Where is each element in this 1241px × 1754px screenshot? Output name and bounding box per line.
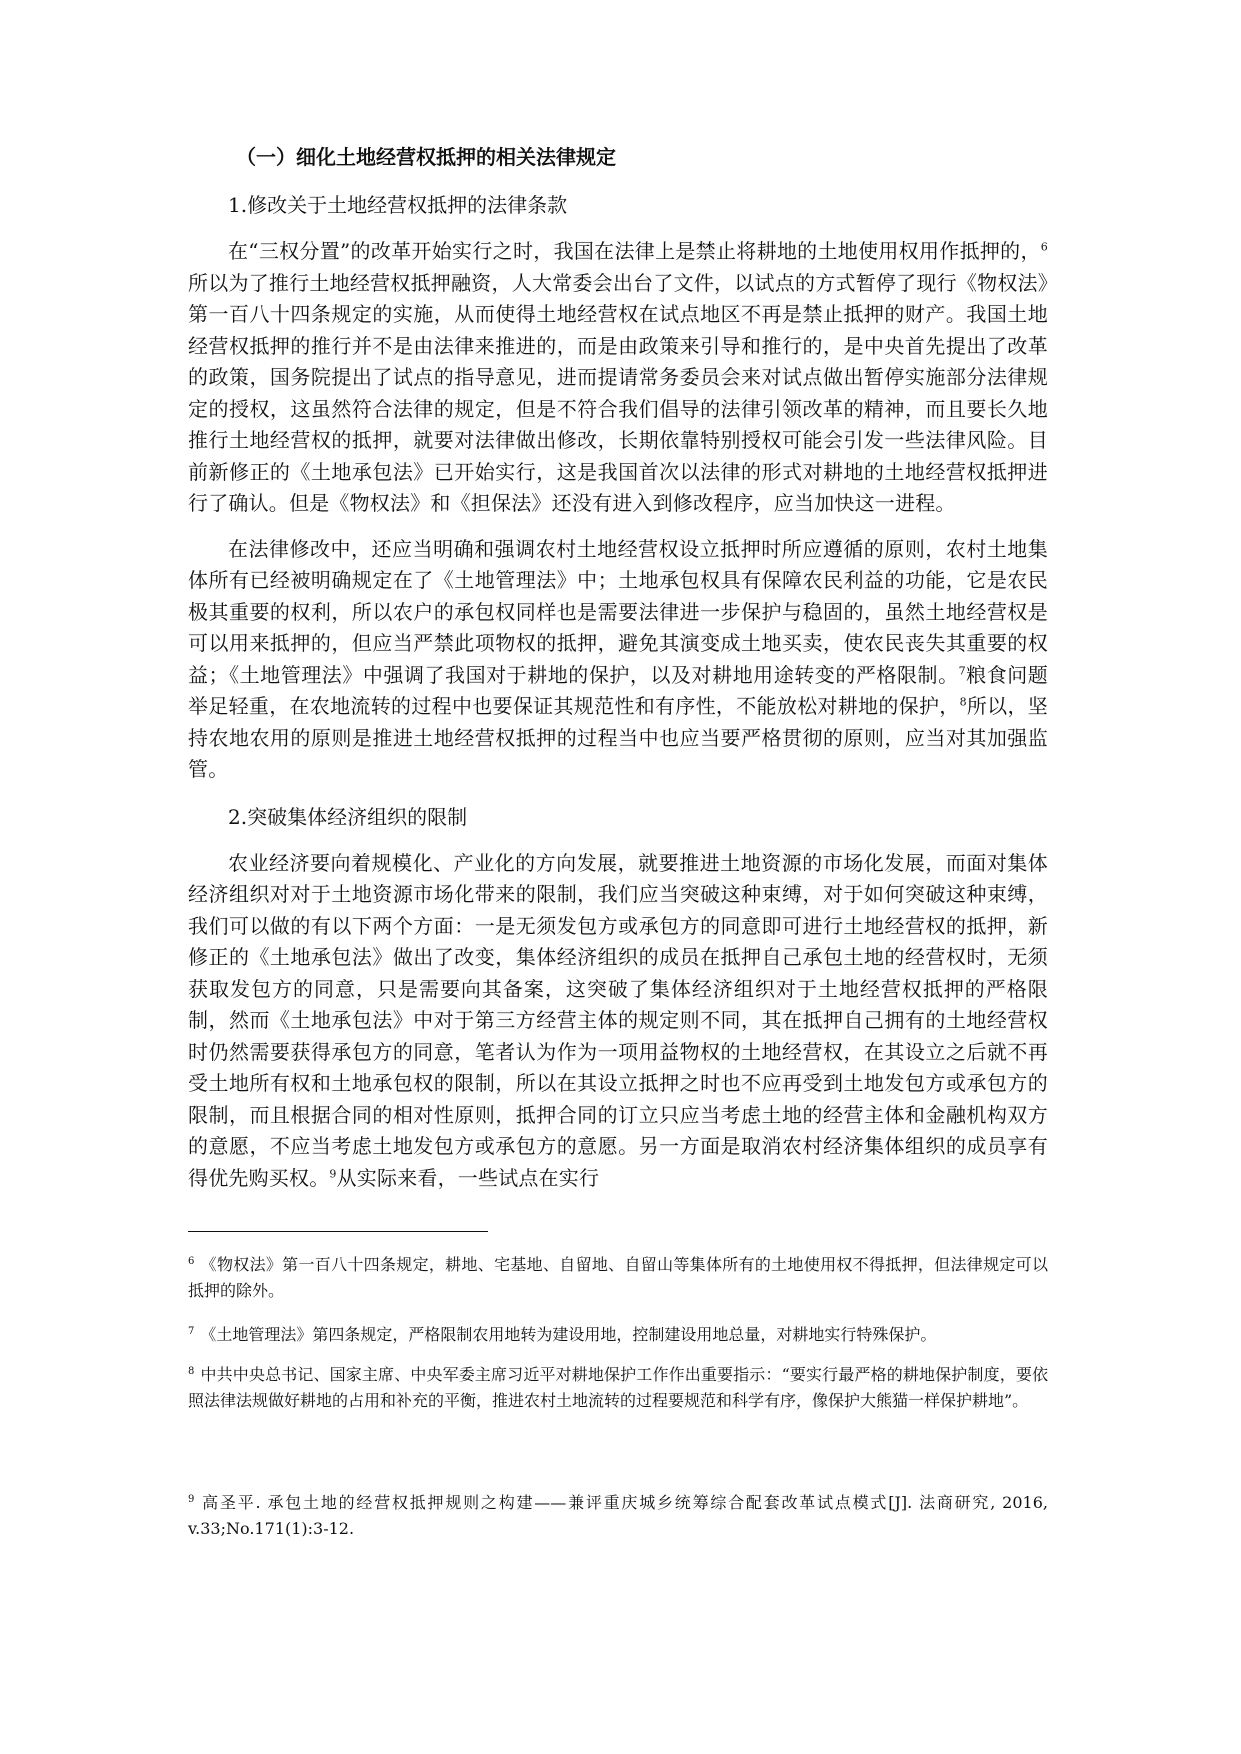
footnote-text-8: 中共中央总书记、国家主席、中央军委主席习近平对耕地保护工作作出重要指示：“要实行最严格的耕地保护制度，要依照法律法规做好耕地的占用和补充的平衡，推进农村土地流转的过程要规范和科学有序，像保护大熊猫一样保护耕地”。 [188, 1365, 1048, 1410]
paragraph-2 [188, 534, 1048, 786]
paragraph-3-part-a: 农业经济要向着规模化、产业化的方向发展，就要推进土地资源的市场化发展，而面对集体经济组织对对于土地资源市场化带来的限制，我们应当突破这种束缚，对于如何突破这种束缚，我们可以做的有以下两个方面：一是无须发包方或承包方的同意即可进行土地经营权的抵押，新修正的《土地承包法》做出了改变，集体经济组织的成员在抵押自己承包土地的经营权时，无须获取发包方的同意，只是需要向其备案，这突破了集体经济组织对于土地经营权抵押的严格限制，然而《土地承包法》中对于第三方经营主体的规定则不同，其在抵押自己拥有的土地经营权时仍然需要获得承包方的同意，笔者认为作为一项用益物权的土地经营权，在其设立之后就不再受土地所有权和土地承包权的限制，所以在其设立抵押之时也不应再受到土地发包方或承包方的限制，而且根据合同的相对性原则，抵押合同的订立只应当考虑土地的经营主体和金融机构双方的意愿，不应当考虑土地发包方或承包方的意愿。另一方面是取消农村经济集体组织的成员享有得优先购买权。 [188, 850, 1048, 1190]
paragraph-3 [188, 848, 1048, 1195]
footnote-number-7: 7 [188, 1325, 195, 1337]
footnote-ref-6[interactable]: 6 [1040, 240, 1048, 254]
footnote-text-7: 《土地管理法》第四条规定，严格限制农用地转为建设用地，控制建设用地总量，对耕地实行特殊保护。 [200, 1325, 937, 1344]
section-heading: （一）细化土地经营权抵押的相关法律规定 [236, 145, 616, 169]
footnote-7 [188, 1322, 1048, 1348]
footnote-text-6: 《物权法》第一百八十四条规定，耕地、宅基地、自留地、自留山等集体所有的土地使用权不得抵押，但法律规定可以抵押的除外。 [188, 1255, 1048, 1300]
paragraph-2-part-c: 所以，坚持农地农用的原则是推进土地经营权抵押的过程当中也应当要严格贯彻的原则，应当对其加强监管。 [188, 694, 1048, 781]
paragraph-2-part-b: 粮食问题举足轻重，在农地流转的过程中也要保证其规范性和有序性，不能放松对耕地的保护， [188, 662, 1048, 718]
paragraph-1-part-a: 在“三权分置”的改革开始实行之时，我国在法律上是禁止将耕地的土地使用权用作抵押的， [228, 239, 1041, 263]
sub-heading-1: 1.修改关于土地经营权抵押的法律条款 [228, 193, 568, 217]
footnote-number-9: 9 [188, 1493, 195, 1505]
footnote-ref-7[interactable]: 7 [958, 663, 966, 677]
paragraph-1-part-b: 所以为了推行土地经营权抵押融资，人大常委会出台了文件，以试点的方式暂停了现行《物权法》第一百八十四条规定的实施，从而使得土地经营权在试点地区不再是禁止抵押的财产。我国土地经营权抵押的推行并不是由法律来推进的，而是由政策来引导和推行的，是中央首先提出了改革的政策，国务院提出了试点的指导意见，进而提请常务委员会来对试点做出暂停实施部分法律规定的授权，这虽然符合法律的规定，但是不符合我们倡导的法律引领改革的精神，而且要长久地推行土地经营权的抵押，就要对法律做出修改，长期依靠特别授权可能会引发一些法律风险。目前新修正的《土地承包法》已开始实行，这是我国首次以法律的形式对耕地的土地经营权抵押进行了确认。但是《物权法》和《担保法》还没有进入到修改程序，应当加快这一进程。 [188, 270, 1048, 515]
paragraph-1 [188, 236, 1048, 520]
paragraph-2-part-a: 在法律修改中，还应当明确和强调农村土地经营权设立抵押时所应遵循的原则，农村土地集体所有已经被明确规定在了《土地管理法》中；土地承包权具有保障农民利益的功能，它是农民极其重要的权利，所以农户的承包权同样也是需要法律进一步保护与稳固的，虽然土地经营权是可以用来抵押的，但应当严禁此项物权的抵押，避免其演变成土地买卖，使农民丧失其重要的权益；《土地管理法》中强调了我国对于耕地的保护，以及对耕地用途转变的严格限制。 [188, 536, 1048, 687]
footnote-8 [188, 1362, 1048, 1414]
footnote-ref-8[interactable]: 8 [959, 695, 967, 709]
footnote-number-8: 8 [188, 1365, 195, 1377]
footnote-text-9: 高圣平. 承包土地的经营权抵押规则之构建——兼评重庆城乡统筹综合配套改革试点模式[J]. 法商研究, 2016, v.33;No.171(1):3-12. [188, 1493, 1048, 1538]
footnote-9 [188, 1490, 1048, 1542]
paragraph-3-part-b: 从实际来看，一些试点在实行 [336, 1165, 600, 1190]
footnote-6 [188, 1252, 1048, 1304]
footnote-ref-9[interactable]: 9 [329, 1166, 337, 1180]
footnote-number-6: 6 [188, 1255, 195, 1267]
body-text [188, 140, 1048, 1208]
footnote-separator [188, 1231, 488, 1232]
sub-heading-2: 2.突破集体经济组织的限制 [228, 804, 468, 829]
